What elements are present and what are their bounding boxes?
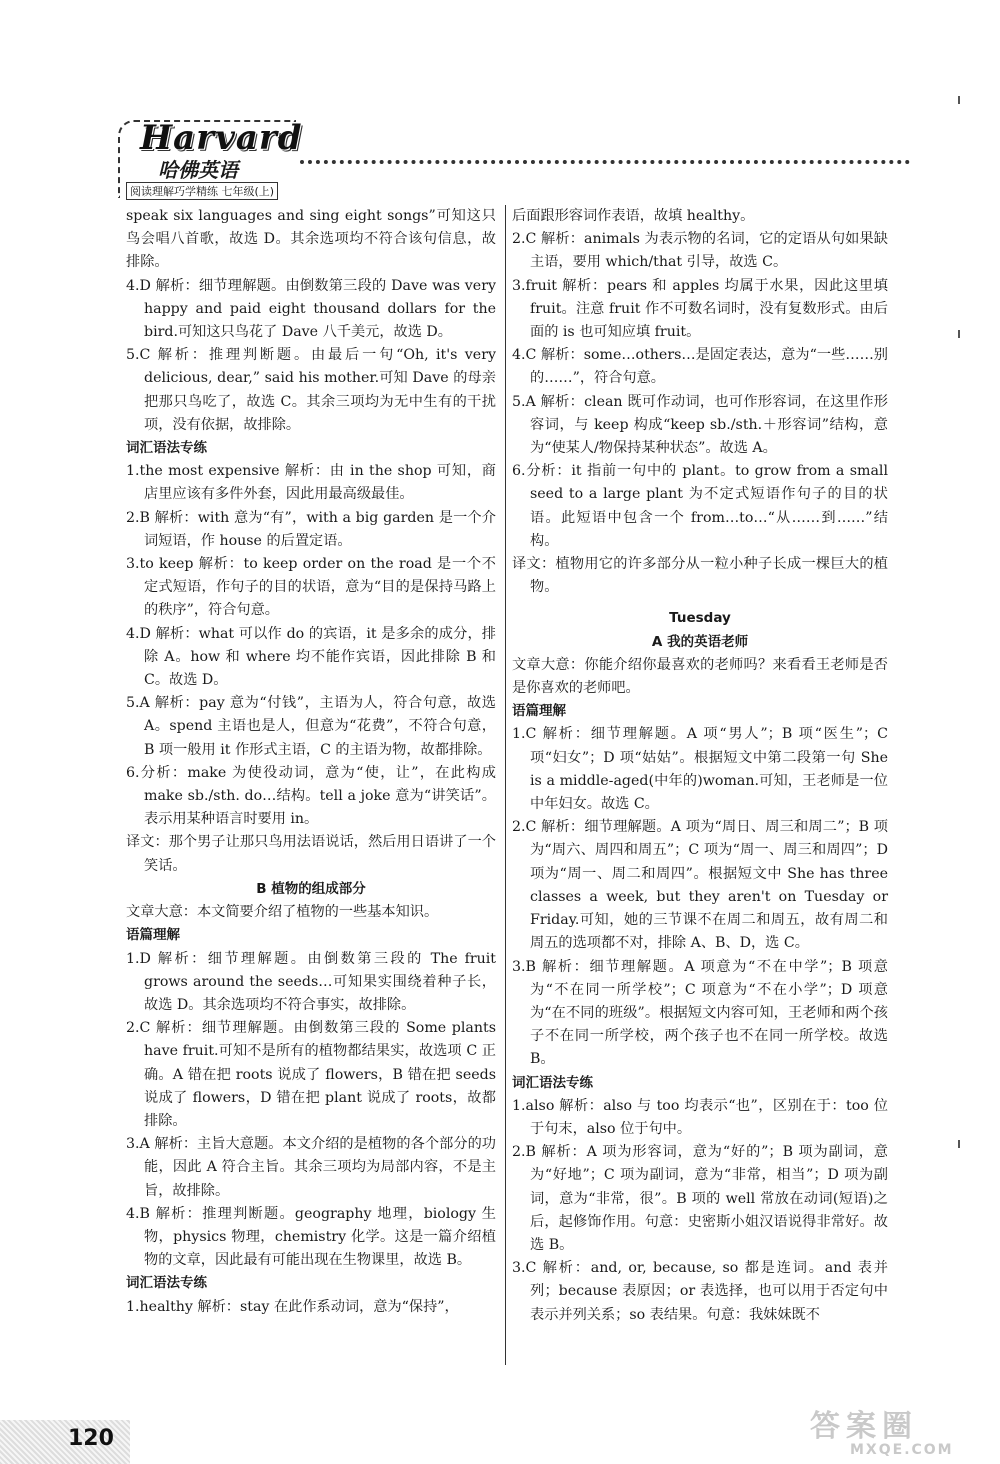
answer-item: 3.C 解析：and, or, because, so 都是连词。and 表并列；because 表原因；or 表选择，也可以用于否定句中表示并列关系；so 表结果。句意：我妹妹既不 [512, 1260, 888, 1323]
left-column [126, 205, 496, 1319]
watermark [810, 1409, 990, 1460]
answer-item: 5.A 解析：pay 意为“付钱”，主语为人，符合句意，故选 A。spend 主语也是人，但意为“花费”，不符合句意，B 项一般用 it 作形式主语，C 的主语为物，故都排除。 [126, 695, 496, 758]
column-divider [505, 205, 506, 1365]
answer-item: 2.C 解析：animals 为表示物的名词，它的定语从句如果缺主语，要用 which/that 引导，故选 C。 [512, 231, 888, 271]
section-heading: 语篇理解 [512, 703, 566, 720]
answer-item: 3.fruit 解析：pears 和 apples 均属于水果，因此这里填 fruit。注意 fruit 作不可数名词时，没有复数形式。由后面的 is 也可知应填 fruit。 [512, 277, 888, 341]
answer-item: 1.the most expensive 解析：由 in the shop 可知，商店里应该有多件外套，因此用最高级最佳。 [126, 463, 496, 503]
answer-item: 1.healthy 解析：stay 在此作系动词，意为“保持”， [126, 1298, 459, 1315]
answer-item: 3.B 解析：细节理解题。A 项意为“不在中学”；B 项意为“不在同一所学校”；C 项意为“不在小学”；D 项意为“在不同的班级”。根据短文内容可知，王老师和两个孩子不在同一所学校，两个孩子也不在同一所学校。故选 B。 [512, 958, 888, 1068]
translation: 译文：那个男子让那只鸟用法语说话，然后用日语讲了一个笑话。 [126, 834, 496, 874]
right-column [512, 205, 888, 1327]
page-header [118, 120, 918, 200]
passage-summary: 文章大意：你能介绍你最喜欢的老师吗？来看看王老师是否是你喜欢的老师吧。 [512, 656, 888, 697]
answer-item: 2.B 解析：with 意为“有”，with a big garden 是一个介词短语，作 house 的后置定语。 [126, 509, 496, 549]
answer-item: 4.B 解析：推理判断题。geography 地理，biology 生物，physics 物理，chemistry 化学。这是一篇介绍植物的文章，因此最有可能出现在生物课里，故选 B。 [126, 1205, 496, 1269]
answer-item: 6.分析：make 为使役动词，意为“使，让”，在此构成 make sb./sth. do…结构。tell a joke 意为“讲笑话”。表示用某种语言时要用 in。 [126, 764, 496, 828]
paragraph: 后面跟形容词作表语，故填 healthy。 [512, 208, 755, 224]
edge-mark [958, 1140, 960, 1148]
answer-item: 4.D 解析：细节理解题。由倒数第三段的 Dave was very happy and paid eight thousand dollars for the bird.可知这只鸟花了 Dave 八千美元，故选 D。 [126, 277, 496, 341]
passage-title: B 植物的组成部分 [256, 880, 366, 897]
answer-item: 4.C 解析：some…others…是固定表达，意为“一些……别的……”，符合句意。 [512, 347, 888, 387]
answer-item: 6.分析：it 指前一句中的 plant。to grow from a small seed to a large plant 为不定式短语作句子的目的状语。此短语中包含一个 from…to…“从……到……”结构。 [512, 463, 888, 549]
header-dotted-rule [300, 160, 910, 164]
section-heading: 词汇语法专练 [126, 440, 207, 457]
translation: 译文：植物用它的许多部分从一粒小种子长成一棵巨大的植物。 [512, 556, 888, 596]
series-label: 阅读理解巧学精练 七年级(上) [126, 182, 278, 200]
page-number: 120 [68, 1426, 114, 1451]
answer-item: 1.also 解析：also 与 too 均表示“也”，区别在于：too 位于句末，also 位于句中。 [512, 1097, 888, 1137]
paragraph: speak six languages and sing eight songs”可知这只鸟会唱八首歌，故选 D。其余选项均不符合该句信息，故排除。 [126, 208, 496, 271]
answer-item: 1.D 解析：细节理解题。由倒数第三段的 The fruit grows around the seeds…可知果实围绕着种子长，故选 D。其余选项均不符合事实，故排除。 [126, 950, 496, 1013]
answer-item: 2.B 解析：A 项为形容词，意为“好的”；B 项为副词，意为“好地”；C 项为副词，意为“非常，相当”；D 项为副词，意为“非常，很”。B 项的 well 常放在动词(短语)之后，起修饰作用。句意：史密斯小姐汉语说得非常好。故选 B。 [512, 1144, 888, 1253]
answer-item: 2.C 解析：细节理解题。由倒数第三段的 Some plants have fruit.可知不是所有的植物都结果实，故选项 C 正确。A 错在把 roots 说成了 flowers，B 错在把 seeds 说成了 flowers，D 错在把 plant 说成了 roots，故都排除。 [126, 1020, 496, 1129]
logo-title: Harvard [140, 118, 303, 158]
section-heading: 词汇语法专练 [126, 1275, 207, 1292]
section-heading: 词汇语法专练 [512, 1074, 593, 1091]
answer-item: 3.A 解析：主旨大意题。本文介绍的是植物的各个部分的功能，因此 A 符合主旨。其余三项均为局部内容，不是主旨，故排除。 [126, 1136, 496, 1199]
watermark-main: 答案圈 [810, 1409, 918, 1444]
watermark-url: MXQE.COM [850, 1442, 954, 1458]
answer-item: 3.to keep 解析：to keep order on the road 是一个不定式短语，作句子的目的状语，意为“目的是保持马路上的秩序”，符合句意。 [126, 556, 496, 619]
edge-mark [958, 96, 960, 104]
edge-mark [958, 330, 960, 338]
logo-subtitle: 哈佛英语 [158, 158, 238, 182]
answer-item: 5.A 解析：clean 既可作动词，也可作形容词，在这里作形容词，与 keep 构成“keep sb./sth.＋形容词”结构，意为“使某人/物保持某种状态”。故选 A。 [512, 393, 888, 457]
day-heading: Tuesday [669, 610, 731, 627]
answer-item: 4.D 解析：what 可以作 do 的宾语，it 是多余的成分，排除 A。how 和 where 均不能作宾语，因此排除 B 和 C。故选 D。 [126, 625, 496, 689]
passage-summary: 文章大意：本文简要介绍了植物的一些基本知识。 [126, 904, 439, 921]
answer-item: 1.C 解析：细节理解题。A 项“男人”；B 项“医生”；C 项“妇女”；D 项“姑姑”。根据短文中第二段第一句 She is a middle-aged(中年的)woman.可知，王老师是一位中年妇女。故选 C。 [512, 726, 888, 813]
answer-item: 2.C 解析：细节理解题。A 项为“周日、周三和周二”；B 项为“周六、周四和周五”；C 项为“周一、周三和周四”；D 项为“周一、周二和周四”。根据短文中 She has three classes a week, but they aren't on Tuesday or Friday.可知，她的三节课不在周二和周五，故有周二和周五的选项都不对，排除 A、B、D，选 C。 [512, 819, 888, 952]
answer-item: 5.C 解析：推理判断题。由最后一句“Oh, it's very delicious, dear,” said his mother.可知 Dave 的母亲把那只鸟吃了，故选 C。其余三项均为无中生有的干扰项，没有依据，故排除。 [126, 347, 496, 433]
passage-title: A 我的英语老师 [651, 633, 749, 650]
section-heading: 语篇理解 [126, 927, 180, 944]
